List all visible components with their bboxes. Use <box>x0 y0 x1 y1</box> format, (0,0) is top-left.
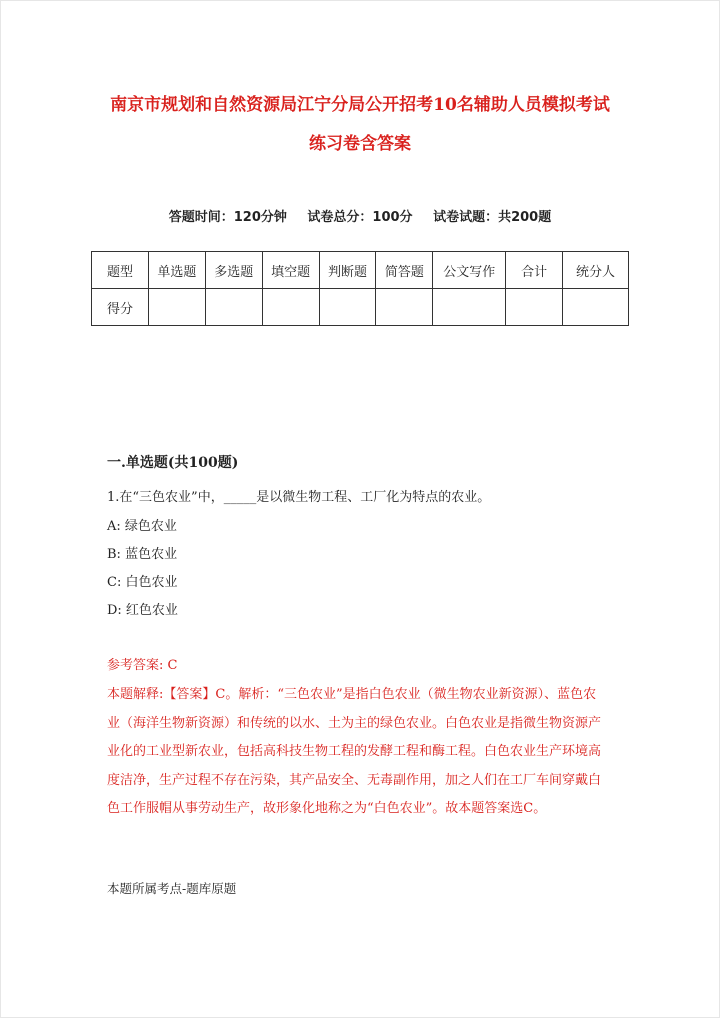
header-cell-single-choice: 单选题 <box>148 252 205 289</box>
header-cell-fill-blank: 填空题 <box>262 252 319 289</box>
document-title-line-2: 练习卷含答案 <box>309 134 411 154</box>
score-cell-true-false[interactable] <box>319 289 376 326</box>
header-cell-type: 题型 <box>92 252 149 289</box>
score-cell-single-choice[interactable] <box>148 289 205 326</box>
header-cell-official-writing: 公文写作 <box>433 252 506 289</box>
header-cell-multiple-choice: 多选题 <box>205 252 262 289</box>
score-cell-short-answer[interactable] <box>376 289 433 326</box>
score-table-header-row <box>92 252 629 289</box>
header-cell-total: 合计 <box>506 252 563 289</box>
score-cell-fill-blank[interactable] <box>262 289 319 326</box>
score-cell-multiple-choice[interactable] <box>205 289 262 326</box>
score-table-score-row <box>92 289 629 326</box>
exam-time: 答题时间：120分钟 <box>168 210 287 225</box>
exam-info <box>40 206 680 225</box>
option-c: C: 白色农业 <box>107 575 178 590</box>
header-cell-scorer: 统分人 <box>563 252 629 289</box>
question-source-note: 本题所属考点-题库原题 <box>107 881 237 896</box>
score-row-label: 得分 <box>92 289 149 326</box>
option-d: D: 红色农业 <box>107 603 178 618</box>
section-header: 一.单选题(共100题) <box>107 455 239 471</box>
document-title-line-1: 南京市规划和自然资源局江宁分局公开招考10名辅助人员模拟考试 <box>110 95 610 115</box>
score-cell-total[interactable] <box>506 289 563 326</box>
option-a: A: 绿色农业 <box>107 519 177 534</box>
answer-explanation: 本题解释:【答案】C。解析：“三色农业”是指白色农业（微生物农业新资源）、蓝色农业（海洋生物新资源）和传统的以水、土为主的绿色农业。白色农业是指微生物资源产业化的工业型新农业，包括高科技生物工程的发酵工程和酶工程。白色农业生产环境高度洁净，生产过程不存在污染，其产品安全、无毒副作用，加之人们在工厂车间穿戴白色工作服帽从事劳动生产，故形象化地称之为“白色农业”。故本题答案选C。 <box>107 687 602 816</box>
exam-total-score: 试卷总分：100分 <box>307 210 413 225</box>
reference-answer: 参考答案: C <box>107 658 178 673</box>
header-cell-short-answer: 简答题 <box>376 252 433 289</box>
question-stem: 1.在“三色农业”中，_____是以微生物工程、工厂化为特点的农业。 <box>107 490 491 505</box>
score-cell-official-writing[interactable] <box>433 289 506 326</box>
option-b: B: 蓝色农业 <box>107 547 178 562</box>
exam-total-questions: 试卷试题：共200题 <box>433 210 552 225</box>
header-cell-true-false: 判断题 <box>319 252 376 289</box>
score-table <box>91 251 629 326</box>
score-cell-scorer[interactable] <box>563 289 629 326</box>
